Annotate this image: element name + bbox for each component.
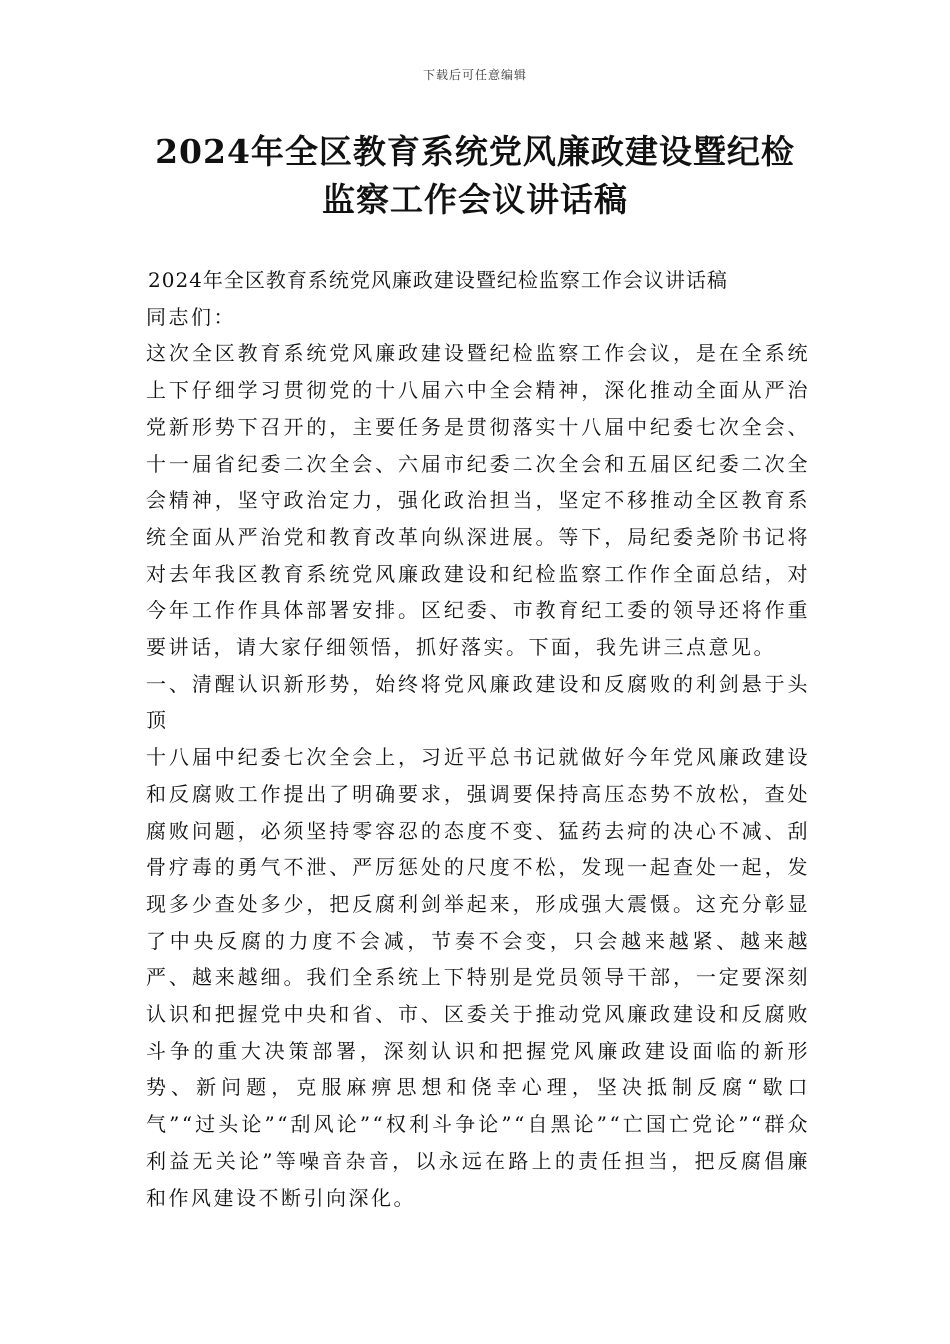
paragraph-section-1: 十八届中纪委七次全会上，习近平总书记就做好今年党风廉政建设和反腐败工作提出了明确要求，强调要保持高压态势不放松，查处腐败问题，必须坚持零容忍的态度不变、猛药去疴的决心不减、刮骨疗毒的勇气不泄、严厉惩处的尺度不松，发现一起查处一起，发现多少查处多少，把反腐利剑举起来，形成强大震慑。这充分彰显了中央反腐的力度不会减，节奏不会变，只会越来越紧、越来越严、越来越细。我们全系统上下特别是党员领导干部，一定要深刻认识和把握党中央和省、市、区委关于推动党风廉政建设和反腐败斗争的重大决策部署，深刻认识和把握党风廉政建设面临的新形势、新问题，克服麻痹思想和侥幸心理，坚决抵制反腐“歇口气”“过头论”“刮风论”“权利斗争论”“自黑论”“亡国亡党论”“群众利益无关论”等噪音杂音，以永远在路上的责任担当，把反腐倡廉和作风建设不断引向深化。: [146, 745, 810, 1210]
document-body: [146, 262, 810, 1216]
header-note: 下载后可任意编辑: [422, 68, 527, 82]
salutation: 同志们：: [146, 304, 236, 329]
section-heading-1: 一、清醒认识新形势，始终将党风廉政建设和反腐败的利剑悬于头顶: [146, 671, 810, 733]
title-line-1: 2024年全区教育系统党风廉政建设暨纪检: [155, 132, 795, 171]
paragraph-intro: 这次全区教育系统党风廉政建设暨纪检监察工作会议，是在全系统上下仔细学习贯彻党的十八届六中全会精神，深化推动全面从严治党新形势下召开的，主要任务是贯彻落实十八届中纪委七次全会、十一届省纪委二次全会、六届市纪委二次全会和五届区纪委二次全会精神，坚守政治定力，强化政治担当，坚定不移推动全区教育系统全面从严治党和教育改革向纵深进展。等下，局纪委尧阶书记将对去年我区教育系统党风廉政建设和纪检监察工作作全面总结，对今年工作作具体部署安排。区纪委、市教育纪工委的领导还将作重要讲话，请大家仔细领悟，抓好落实。下面，我先讲三点意见。: [146, 341, 810, 660]
document-subtitle: 2024年全区教育系统党风廉政建设暨纪检监察工作会议讲话稿: [148, 268, 728, 292]
document-title: [100, 128, 850, 224]
title-line-2: 监察工作会议讲话稿: [322, 180, 628, 219]
